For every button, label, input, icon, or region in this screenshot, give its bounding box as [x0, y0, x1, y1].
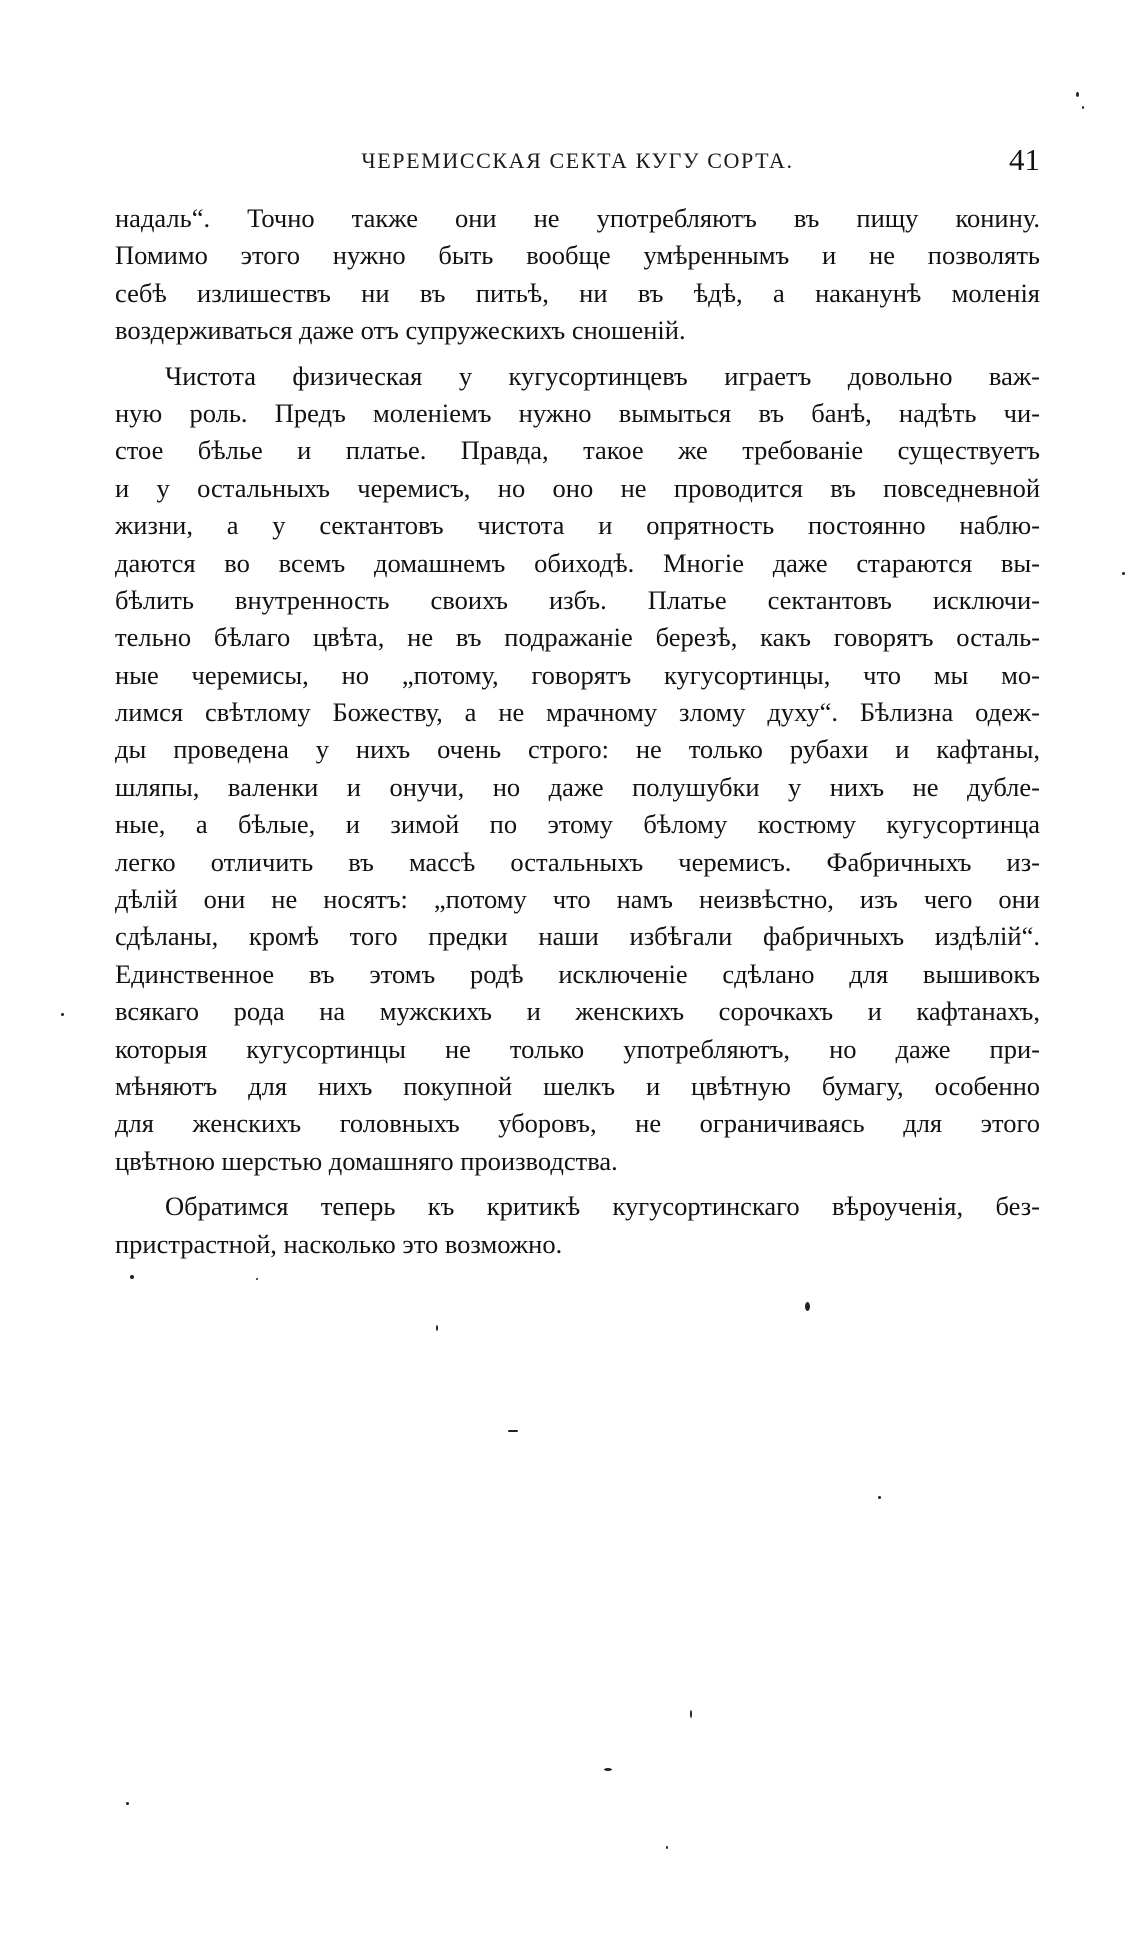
- scan-speck: [805, 1302, 810, 1311]
- text-line: бѣлить внутренность своихъ избъ. Платье сектантовъ исключи-: [115, 584, 1040, 615]
- paragraph: [115, 200, 1040, 350]
- text-line: ную роль. Предъ моленіемъ нужно вымыться въ банѣ, надѣть чи-: [115, 397, 1040, 428]
- scan-speck: [1082, 106, 1084, 109]
- text-line: мѣняютъ для нихъ покупной шелкъ и цвѣтную бумагу, особенно: [115, 1070, 1040, 1101]
- running-header: [115, 142, 1040, 178]
- scan-speck: [130, 1275, 134, 1279]
- text-line: пристрастной, насколько это возможно.: [115, 1228, 563, 1259]
- text-line: которыя кугусортинцы не только употребляютъ, но даже при-: [115, 1033, 1040, 1064]
- scan-speck: [878, 1496, 881, 1499]
- text-line: Обратимся теперь къ критикѣ кугусортинскаго вѣроученія, без-: [165, 1191, 1040, 1222]
- body-text: [115, 200, 1040, 1263]
- text-line: дѣлій они не носятъ: „потому что намъ неизвѣстно, изъ чего они: [115, 884, 1040, 915]
- scan-speck: [1122, 572, 1125, 575]
- text-line: ды проведена у нихъ очень строго: не только рубахи и кафтаны,: [115, 734, 1040, 765]
- text-line: для женскихъ головныхъ уборовъ, не ограничиваясь для этого: [115, 1108, 1040, 1139]
- text-line: и у остальныхъ черемисъ, но оно не проводится въ повседневной: [115, 472, 1040, 503]
- scan-speck: [61, 1013, 64, 1016]
- text-line: ные черемисы, но „потому, говорятъ кугусортинцы, что мы мо-: [115, 659, 1040, 690]
- scan-speck: [690, 1710, 692, 1718]
- text-line: Помимо этого нужно быть вообще умѣреннымъ и не позволять: [115, 240, 1040, 271]
- text-line: себѣ излишествъ ни въ питьѣ, ни въ ѣдѣ, а наканунѣ моленія: [115, 277, 1040, 308]
- paragraph-gap: [115, 350, 1040, 358]
- text-line: всякаго рода на мужскихъ и женскихъ сорочкахъ и кафтанахъ,: [115, 996, 1040, 1027]
- scan-speck: [436, 1325, 438, 1331]
- scan-speck: [508, 1430, 518, 1432]
- running-title: ЧЕРЕМИССКАЯ СЕКТА КУГУ СОРТА.: [361, 148, 794, 173]
- text-line: воздерживаться даже отъ супружескихъ сношеній.: [115, 315, 686, 346]
- text-line: Чистота физическая у кугусортинцевъ играетъ довольно важ-: [165, 360, 1040, 391]
- text-line: Единственное въ этомъ родѣ исключеніе сдѣлано для вышивокъ: [115, 958, 1040, 989]
- text-line: тельно бѣлаго цвѣта, не въ подражаніе березѣ, какъ говорятъ осталь-: [115, 622, 1040, 653]
- scan-speck: [1076, 92, 1079, 97]
- scan-speck: [256, 1278, 258, 1280]
- page-number: 41: [1009, 142, 1040, 177]
- scan-speck: [666, 1846, 668, 1849]
- paragraph: [115, 1188, 1040, 1263]
- scan-speck: [126, 1802, 129, 1805]
- scan-speck: [604, 1768, 612, 1771]
- paragraph: [115, 358, 1040, 1181]
- paragraph-gap: [115, 1180, 1040, 1188]
- text-line: ные, а бѣлые, и зимой по этому бѣлому костюму кугусортинца: [115, 809, 1040, 840]
- text-line: жизни, а у сектантовъ чистота и опрятность постоянно наблю-: [115, 510, 1040, 541]
- text-line: лимся свѣтлому Божеству, а не мрачному злому духу“. Бѣлизна одеж-: [115, 697, 1040, 728]
- text-line: надаль“. Точно также они не употребляютъ въ пищу конину.: [115, 203, 1040, 233]
- text-line: стое бѣлье и платье. Правда, такое же требованіе существуетъ: [115, 435, 1040, 466]
- text-line: шляпы, валенки и онучи, но даже полушубки у нихъ не дубле-: [115, 771, 1040, 802]
- text-line: цвѣтною шерстью домашняго производства.: [115, 1145, 618, 1176]
- text-line: даются во всемъ домашнемъ обиходѣ. Многіе даже стараются вы-: [115, 547, 1040, 578]
- text-line: легко отличить въ массѣ остальныхъ черемисъ. Фабричныхъ из-: [115, 846, 1040, 877]
- text-line: сдѣланы, кромѣ того предки наши избѣгали фабричныхъ издѣлій“.: [115, 921, 1040, 952]
